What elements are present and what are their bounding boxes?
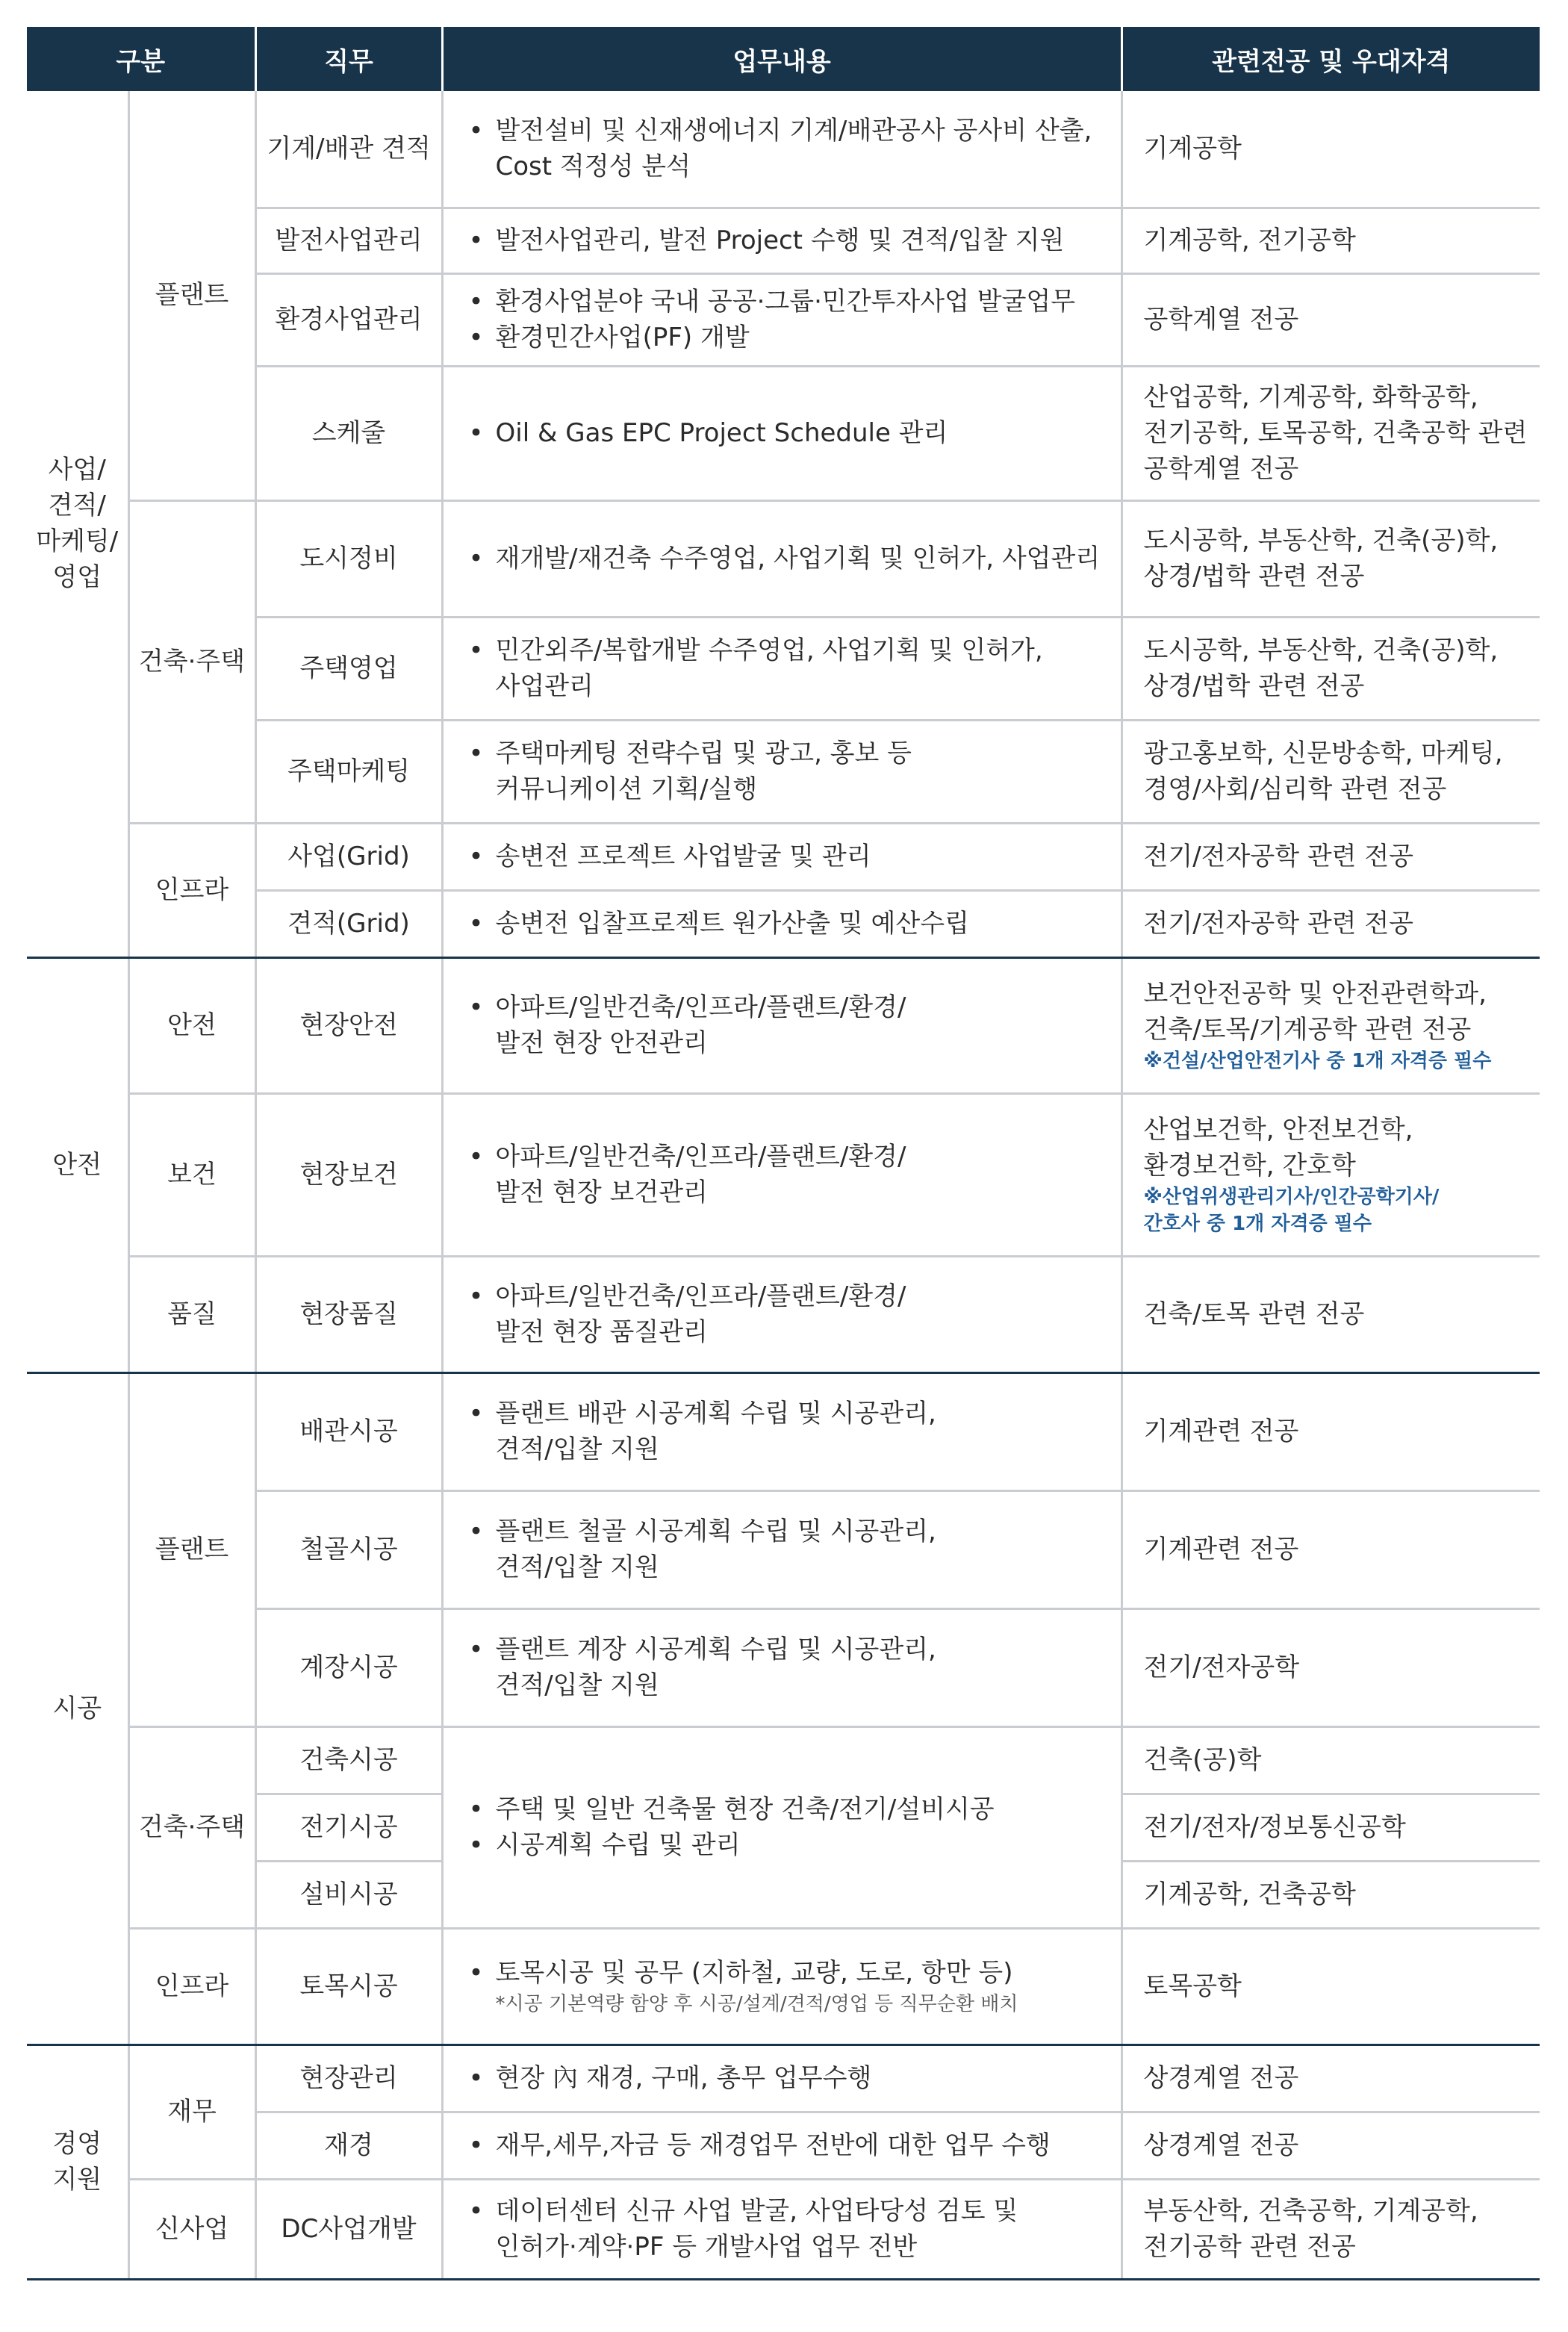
major-line: 상경/법학 관련 전공	[1143, 562, 1365, 591]
duty-line: • 송변전 입찰프로젝트 원가산출 및 예산수립	[495, 909, 969, 939]
duty-list	[466, 1514, 1110, 1585]
role-label: 재경	[324, 2130, 373, 2160]
major-line: 산업보건학, 안전보건학,	[1143, 1115, 1413, 1145]
major-line: 건축(공)학	[1143, 1745, 1262, 1775]
duty-list	[466, 541, 1110, 576]
duty-line: • 아파트/일반건축/인프라/플랜트/환경/	[495, 992, 906, 1022]
duties-cell	[442, 1726, 1121, 1928]
majors-cell	[1121, 500, 1540, 617]
role-label: 전기시공	[299, 1812, 398, 1842]
category-label: 영업	[52, 562, 102, 593]
duties-cell	[442, 1093, 1121, 1256]
duty-item	[466, 1791, 1110, 1827]
major-line: 경영/사회/심리학 관련 전공	[1143, 774, 1447, 804]
role-cell	[255, 2179, 442, 2279]
role-cell	[255, 720, 442, 823]
category-label: 시공	[52, 1694, 102, 1723]
duty-line: • 주택마케팅 전략수립 및 광고, 홍보 등	[495, 739, 912, 768]
division-cell	[128, 1726, 255, 1928]
duty-line: • 환경민간사업(PF) 개발	[495, 323, 750, 352]
duty-item	[466, 906, 1110, 942]
division-cell	[128, 91, 255, 500]
major-line: 도시공학, 부동산학, 건축(공)학,	[1143, 526, 1499, 556]
division-label: 안전	[167, 1010, 217, 1040]
division-cell	[128, 2179, 255, 2279]
table-row	[27, 2045, 1540, 2112]
division-label: 신사업	[155, 2214, 229, 2244]
division-label: 인프라	[155, 875, 229, 905]
duty-line: 발전 현장 안전관리	[495, 1028, 708, 1058]
division-cell	[128, 2045, 255, 2179]
role-cell	[255, 1928, 442, 2045]
category-label: 지원	[52, 2165, 102, 2195]
duty-line: Cost 적정성 분석	[495, 152, 691, 182]
role-label: 환경사업관리	[275, 305, 423, 335]
category-label: 마케팅/	[36, 526, 119, 557]
duty-item	[466, 1139, 1110, 1210]
table-body	[27, 91, 1540, 2279]
category-cell	[27, 91, 128, 957]
table-row	[27, 91, 1540, 208]
duties-cell	[442, 720, 1121, 823]
table-row	[27, 957, 1540, 1093]
duty-list	[466, 2193, 1110, 2265]
duty-line: 견적/입찰 지원	[495, 1434, 659, 1464]
majors-cell	[1121, 273, 1540, 366]
major-line: 기계관련 전공	[1143, 1535, 1299, 1564]
duty-item	[466, 2127, 1110, 2163]
requirement-note: 간호사 중 1개 자격증 필수	[1143, 1213, 1372, 1235]
major-line: 공학계열 전공	[1143, 305, 1299, 335]
role-cell	[255, 2045, 442, 2112]
majors-cell	[1121, 1490, 1540, 1608]
majors-cell	[1121, 1608, 1540, 1726]
duty-item	[466, 1955, 1110, 1991]
major-line: 전기공학, 토목공학, 건축공학 관련	[1143, 418, 1528, 448]
duty-item	[466, 1396, 1110, 1467]
duty-line: 인허가·계약·PF 등 개발사업 업무 전반	[495, 2232, 918, 2262]
duty-line: 사업관리	[495, 671, 594, 701]
category-label: 사업/	[48, 455, 106, 485]
role-cell	[255, 500, 442, 617]
duty-line: 커뮤니케이션 기획/실행	[495, 774, 758, 804]
header-category: 구분	[27, 27, 255, 91]
duty-line: 견적/입찰 지원	[495, 1670, 659, 1700]
duties-cell	[442, 1608, 1121, 1726]
duties-cell	[442, 1372, 1121, 1490]
role-cell	[255, 208, 442, 273]
major-line: 보건안전공학 및 안전관련학과,	[1143, 979, 1487, 1009]
major-line: 토목공학	[1143, 1971, 1242, 2001]
duty-list	[466, 1139, 1110, 1210]
division-label: 건축·주택	[138, 647, 246, 677]
duty-item	[466, 632, 1110, 704]
majors-cell	[1121, 366, 1540, 500]
duty-item	[466, 113, 1110, 184]
major-line: 전기/전자/정보통신공학	[1143, 1812, 1406, 1842]
role-cell	[255, 1372, 442, 1490]
duty-line: • 환경사업분야 국내 공공·그룹·민간투자사업 발굴업무	[495, 287, 1076, 317]
category-cell	[27, 2045, 128, 2279]
duty-list	[466, 2060, 1110, 2096]
duty-list	[466, 113, 1110, 184]
division-label: 품질	[167, 1299, 217, 1329]
duties-cell	[442, 617, 1121, 720]
role-cell	[255, 273, 442, 366]
job-table	[27, 27, 1540, 2280]
major-line: 건축/토목/기계공학 관련 전공	[1143, 1015, 1472, 1045]
duty-line: • Oil & Gas EPC Project Schedule 관리	[495, 418, 948, 448]
table-row	[27, 1372, 1540, 1490]
duties-cell	[442, 2045, 1121, 2112]
duty-list	[466, 1955, 1110, 1991]
duty-list	[466, 1278, 1110, 1350]
role-cell	[255, 366, 442, 500]
role-label: 배관시공	[299, 1417, 398, 1446]
majors-cell	[1121, 1794, 1540, 1861]
majors-cell	[1121, 1256, 1540, 1372]
duties-cell	[442, 890, 1121, 957]
major-line: 상경계열 전공	[1143, 2063, 1299, 2093]
major-line: 광고홍보학, 신문방송학, 마케팅,	[1143, 739, 1503, 768]
role-cell	[255, 1861, 442, 1928]
duties-cell	[442, 2179, 1121, 2279]
duties-cell	[442, 273, 1121, 366]
role-label: 건축시공	[299, 1745, 398, 1775]
division-cell	[128, 823, 255, 957]
majors-cell	[1121, 1928, 1540, 2045]
duty-line: • 주택 및 일반 건축물 현장 건축/전기/설비시공	[495, 1794, 995, 1824]
major-line: 산업공학, 기계공학, 화학공학,	[1143, 382, 1478, 412]
major-line: 상경계열 전공	[1143, 2130, 1299, 2160]
majors-cell	[1121, 957, 1540, 1093]
duties-cell	[442, 91, 1121, 208]
role-label: DC사업개발	[281, 2214, 417, 2244]
duty-item	[466, 989, 1110, 1061]
role-cell	[255, 1726, 442, 1794]
major-line: 도시공학, 부동산학, 건축(공)학,	[1143, 635, 1499, 665]
role-cell	[255, 617, 442, 720]
duty-item	[466, 1278, 1110, 1350]
duty-list	[466, 736, 1110, 807]
duty-list	[466, 1632, 1110, 1703]
role-label: 견적(Grid)	[287, 909, 410, 939]
duties-cell	[442, 500, 1121, 617]
division-cell	[128, 1372, 255, 1726]
role-label: 주택영업	[299, 653, 398, 683]
major-line: 건축/토목 관련 전공	[1143, 1299, 1365, 1329]
duty-item	[466, 2193, 1110, 2265]
major-line: 상경/법학 관련 전공	[1143, 671, 1365, 701]
table-row	[27, 823, 1540, 890]
division-cell	[128, 957, 255, 1093]
duty-line: • 재개발/재건축 수주영업, 사업기획 및 인허가, 사업관리	[495, 544, 1101, 573]
header-role: 직무	[255, 27, 442, 91]
duty-item	[466, 415, 1110, 451]
duty-line: 발전 현장 품질관리	[495, 1317, 708, 1347]
table-row	[27, 500, 1540, 617]
division-cell	[128, 1928, 255, 2045]
duties-cell	[442, 823, 1121, 890]
division-label: 플랜트	[155, 1535, 229, 1564]
table-row	[27, 1726, 1540, 1794]
table-header-row	[27, 27, 1540, 91]
duties-cell	[442, 208, 1121, 273]
role-cell	[255, 1794, 442, 1861]
duties-cell	[442, 957, 1121, 1093]
role-label: 토목시공	[299, 1971, 398, 2001]
role-cell	[255, 2112, 442, 2179]
role-label: 철골시공	[299, 1535, 398, 1564]
table-row	[27, 1928, 1540, 2045]
division-label: 건축·주택	[138, 1812, 246, 1842]
duty-line: 발전 현장 보건관리	[495, 1178, 708, 1207]
role-label: 현장품질	[299, 1299, 398, 1329]
role-cell	[255, 957, 442, 1093]
duty-item	[466, 284, 1110, 320]
majors-cell	[1121, 1861, 1540, 1928]
majors-cell	[1121, 91, 1540, 208]
duty-line: • 플랜트 철골 시공계획 수립 및 시공관리,	[495, 1517, 936, 1546]
majors-cell	[1121, 823, 1540, 890]
division-label: 보건	[167, 1160, 217, 1190]
role-label: 설비시공	[299, 1879, 398, 1909]
duties-cell	[442, 2112, 1121, 2179]
role-label: 현장보건	[299, 1160, 398, 1190]
majors-cell	[1121, 890, 1540, 957]
majors-cell	[1121, 617, 1540, 720]
division-label: 플랜트	[155, 280, 229, 311]
category-cell	[27, 1372, 128, 2045]
duty-list	[466, 284, 1110, 355]
duty-item	[466, 223, 1110, 258]
duty-list	[466, 906, 1110, 942]
role-label: 주택마케팅	[287, 756, 411, 786]
duty-item	[466, 1827, 1110, 1863]
duties-cell	[442, 1928, 1121, 2045]
role-cell	[255, 1490, 442, 1608]
major-line: 기계공학, 건축공학	[1143, 1879, 1356, 1909]
duty-item	[466, 736, 1110, 807]
role-label: 발전사업관리	[275, 226, 423, 255]
duty-line: • 플랜트 배관 시공계획 수립 및 시공관리,	[495, 1399, 936, 1428]
role-label: 현장안전	[299, 1010, 398, 1040]
majors-cell	[1121, 2112, 1540, 2179]
division-cell	[128, 500, 255, 823]
duty-line: • 아파트/일반건축/인프라/플랜트/환경/	[495, 1142, 906, 1172]
duty-list	[466, 839, 1110, 874]
duty-note: *시공 기본역량 함양 후 시공/설계/견적/영업 등 직무순환 배치	[495, 1993, 1018, 2015]
duty-item	[466, 1632, 1110, 1703]
role-label: 스케줄	[311, 418, 386, 448]
duty-line: • 발전설비 및 신재생에너지 기계/배관공사 공사비 산출,	[495, 116, 1092, 146]
duty-list	[466, 415, 1110, 451]
duty-line: • 아파트/일반건축/인프라/플랜트/환경/	[495, 1281, 906, 1311]
duty-item	[466, 320, 1110, 355]
role-label: 사업(Grid)	[287, 842, 410, 871]
division-label: 재무	[167, 2097, 217, 2127]
major-line: 전기/전자공학	[1143, 1652, 1300, 1682]
duties-cell	[442, 366, 1121, 500]
majors-cell	[1121, 720, 1540, 823]
majors-cell	[1121, 1093, 1540, 1256]
duty-list	[466, 989, 1110, 1061]
duty-item	[466, 2060, 1110, 2096]
duties-cell	[442, 1490, 1121, 1608]
duty-item	[466, 1514, 1110, 1585]
role-label: 계장시공	[299, 1652, 398, 1682]
duty-line: • 발전사업관리, 발전 Project 수행 및 견적/입찰 지원	[495, 226, 1065, 255]
job-description-document	[27, 27, 1540, 2280]
duty-list	[466, 1791, 1110, 1863]
duty-line: • 민간외주/복합개발 수주영업, 사업기획 및 인허가,	[495, 635, 1043, 665]
majors-cell	[1121, 1372, 1540, 1490]
role-cell	[255, 1256, 442, 1372]
duty-line: • 데이터센터 신규 사업 발굴, 사업타당성 검토 및	[495, 2196, 1018, 2226]
major-line: 기계공학	[1143, 134, 1242, 164]
duty-item	[466, 541, 1110, 576]
category-label: 경영	[52, 2129, 102, 2159]
role-cell	[255, 890, 442, 957]
table-row	[27, 1093, 1540, 1256]
major-line: 부동산학, 건축공학, 기계공학,	[1143, 2196, 1478, 2226]
division-cell	[128, 1093, 255, 1256]
role-cell	[255, 91, 442, 208]
category-label: 안전	[52, 1150, 102, 1180]
duties-cell	[442, 1256, 1121, 1372]
major-line: 전기공학 관련 전공	[1143, 2232, 1356, 2262]
duty-line: 견적/입찰 지원	[495, 1552, 659, 1582]
requirement-note: ※건설/산업안전기사 중 1개 자격증 필수	[1143, 1050, 1492, 1072]
duty-list	[466, 632, 1110, 704]
majors-cell	[1121, 208, 1540, 273]
duty-line: • 토목시공 및 공무 (지하철, 교량, 도로, 항만 등)	[495, 1958, 1013, 1988]
major-line: 전기/전자공학 관련 전공	[1143, 909, 1414, 939]
requirement-note: ※산업위생관리기사/인간공학기사/	[1143, 1186, 1440, 1208]
major-line: 공학계열 전공	[1143, 454, 1299, 484]
header-duties: 업무내용	[442, 27, 1121, 91]
role-label: 기계/배관 견적	[267, 134, 431, 164]
table-row	[27, 2179, 1540, 2279]
duty-line: • 플랜트 계장 시공계획 수립 및 시공관리,	[495, 1635, 936, 1664]
majors-cell	[1121, 1726, 1540, 1794]
major-line: 전기/전자공학 관련 전공	[1143, 842, 1414, 871]
duty-item	[466, 839, 1110, 874]
division-label: 인프라	[155, 1971, 229, 2001]
major-line: 기계공학, 전기공학	[1143, 226, 1356, 255]
duty-list	[466, 2127, 1110, 2163]
role-cell	[255, 823, 442, 890]
duty-list	[466, 1396, 1110, 1467]
major-line: 기계관련 전공	[1143, 1417, 1299, 1446]
duty-line: • 현장 內 재경, 구매, 총무 업무수행	[495, 2063, 872, 2093]
table-row	[27, 1256, 1540, 1372]
duty-line: • 시공계획 수립 및 관리	[495, 1830, 741, 1860]
duty-line: • 송변전 프로젝트 사업발굴 및 관리	[495, 842, 871, 871]
role-cell	[255, 1608, 442, 1726]
role-label: 도시정비	[299, 544, 398, 573]
role-label: 현장관리	[299, 2063, 398, 2093]
majors-cell	[1121, 2179, 1540, 2279]
major-line: 환경보건학, 간호학	[1143, 1151, 1356, 1181]
category-cell	[27, 957, 128, 1372]
duty-line: • 재무,세무,자금 등 재경업무 전반에 대한 업무 수행	[495, 2130, 1051, 2160]
category-label: 견적/	[48, 491, 106, 521]
header-majors: 관련전공 및 우대자격	[1121, 27, 1540, 91]
division-cell	[128, 1256, 255, 1372]
majors-cell	[1121, 2045, 1540, 2112]
role-cell	[255, 1093, 442, 1256]
duty-list	[466, 223, 1110, 258]
